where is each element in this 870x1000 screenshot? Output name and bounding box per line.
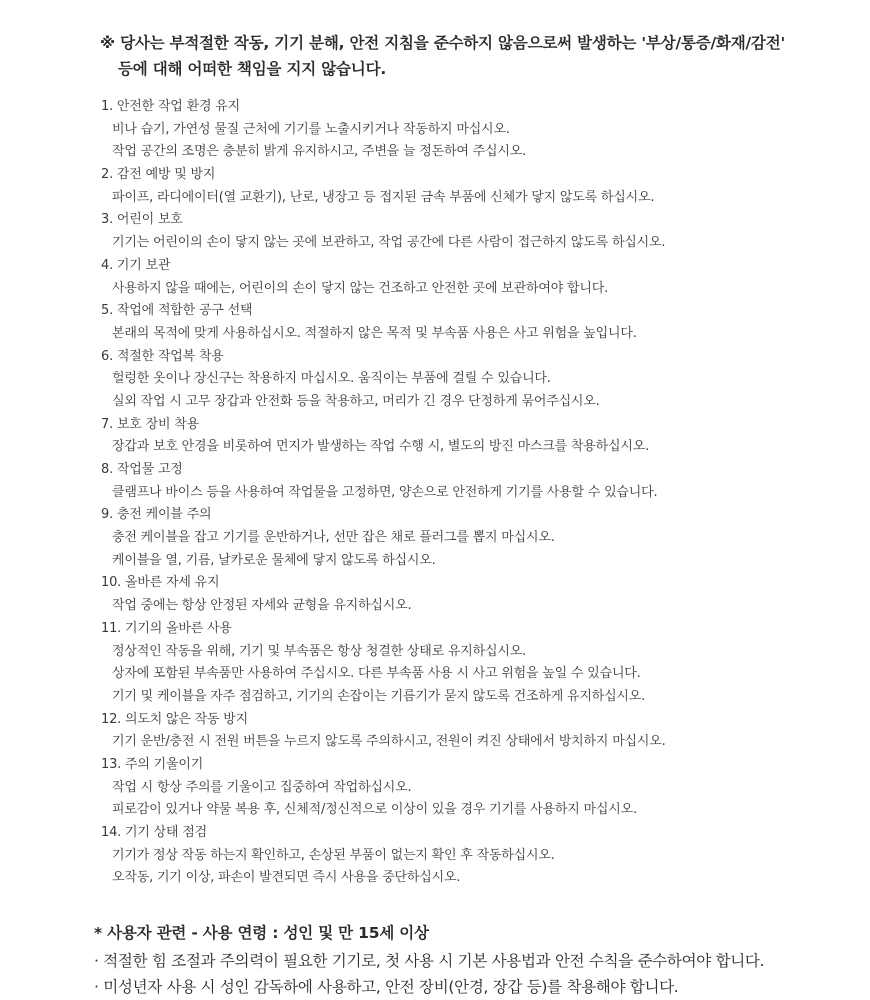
list-item-description: 작업 시 항상 주의를 기울이고 집중하여 작업하십시오. bbox=[112, 779, 412, 795]
list-item-title: 6. 적절한 작업복 착용 bbox=[101, 348, 224, 364]
user-section bbox=[94, 920, 854, 1000]
list-item-description: 헐렁한 옷이나 장신구는 착용하지 마십시오. 움직이는 부품에 걸릴 수 있습니다. bbox=[112, 371, 551, 387]
disclaimer-line1: ※ 당사는 부적절한 작동, 기기 분해, 안전 지침을 준수하지 않음으로써 발생하는 '부상/통증/화재/감전' bbox=[100, 34, 786, 52]
user-bullet: · 미성년자 사용 시 성인 감독하에 사용하고, 안전 장비(안경, 장갑 등)를 착용해야 합니다. bbox=[94, 978, 679, 996]
list-item-description: 상자에 포함된 부속품만 사용하여 주십시오. 다른 부속품 사용 시 사고 위험을 높일 수 있습니다. bbox=[112, 666, 641, 682]
list-item-description: 본래의 목적에 맞게 사용하십시오. 적절하지 않은 목적 및 부속품 사용은 사고 위험을 높입니다. bbox=[112, 325, 637, 341]
list-item-description: 기기는 어린이의 손이 닿지 않는 곳에 보관하고, 작업 공간에 다른 사람이 접근하지 않도록 하십시오. bbox=[112, 235, 666, 251]
list-item-description: 기기 운반/충전 시 전원 버튼을 누르지 않도록 주의하시고, 전원이 켜진 상태에서 방치하지 마십시오. bbox=[112, 734, 666, 750]
list-item-description: 장갑과 보호 안경을 비롯하여 먼지가 발생하는 작업 수행 시, 별도의 방진 마스크를 착용하십시오. bbox=[112, 439, 650, 455]
list-item-title: 12. 의도치 않은 작동 방지 bbox=[101, 711, 249, 727]
list-item-description: 파이프, 라디에이터(열 교환기), 난로, 냉장고 등 접지된 금속 부품에 신체가 닿지 않도록 하십시오. bbox=[112, 189, 655, 205]
list-item-title: 10. 올바른 자세 유지 bbox=[101, 575, 220, 591]
disclaimer bbox=[100, 30, 800, 82]
list-item-title: 13. 주의 기울이기 bbox=[101, 756, 204, 772]
list-item-title: 7. 보호 장비 착용 bbox=[101, 416, 199, 432]
disclaimer-line2: 등에 대해 어떠한 책임을 지지 않습니다. bbox=[118, 60, 387, 78]
list-item-description: 기기 및 케이블을 자주 점검하고, 기기의 손잡이는 기름기가 묻지 않도록 건조하게 유지하십시오. bbox=[112, 688, 646, 704]
list-item-title: 8. 작업물 고정 bbox=[101, 462, 183, 477]
user-bullet: · 적절한 힘 조절과 주의력이 필요한 기기로, 첫 사용 시 기본 사용법과 안전 수칙을 준수하여야 합니다. bbox=[94, 952, 765, 970]
list-item-description: 충전 케이블을 잡고 기기를 운반하거나, 선만 잡은 채로 플러그를 뽑지 마십시오. bbox=[112, 530, 555, 546]
list-item-description: 기기가 정상 작동 하는지 확인하고, 손상된 부품이 없는지 확인 후 작동하십시오. bbox=[112, 847, 555, 863]
list-item-title: 11. 기기의 올바른 사용 bbox=[101, 620, 232, 636]
list-item-title: 9. 충전 케이블 주의 bbox=[101, 507, 212, 523]
safety-list bbox=[101, 96, 821, 890]
list-item-description: 작업 중에는 항상 안정된 자세와 균형을 유지하십시오. bbox=[112, 598, 412, 614]
list-item-description: 비나 습기, 가연성 물질 근처에 기기를 노출시키거나 작동하지 마십시오. bbox=[112, 121, 510, 137]
list-item-description: 정상적인 작동을 위해, 기기 및 부속품은 항상 청결한 상태로 유지하십시오. bbox=[112, 643, 526, 659]
list-item-title: 2. 감전 예방 및 방지 bbox=[101, 167, 216, 183]
list-item-title: 5. 작업에 적합한 공구 선택 bbox=[101, 303, 253, 319]
list-item-description: 작업 공간의 조명은 충분히 밝게 유지하시고, 주변을 늘 정돈하여 주십시오. bbox=[112, 144, 526, 160]
list-item-description: 피로감이 있거나 약물 복용 후, 신체적/정신적으로 이상이 있을 경우 기기를 사용하지 마십시오. bbox=[112, 802, 637, 818]
list-item-description: 사용하지 않을 때에는, 어린이의 손이 닿지 않는 건조하고 안전한 곳에 보관하여야 합니다. bbox=[112, 280, 609, 296]
list-item-title: 1. 안전한 작업 환경 유지 bbox=[101, 99, 240, 114]
user-section-heading: * 사용자 관련 - 사용 연령 : 성인 및 만 15세 이상 bbox=[94, 924, 429, 942]
list-item-title: 14. 기기 상태 점검 bbox=[101, 825, 208, 840]
list-item-title: 3. 어린이 보호 bbox=[101, 212, 183, 228]
list-item-title: 4. 기기 보관 bbox=[101, 257, 171, 273]
list-item-description: 클램프나 바이스 등을 사용하여 작업물을 고정하면, 양손으로 안전하게 기기를 사용할 수 있습니다. bbox=[112, 484, 658, 500]
list-item-description: 실외 작업 시 고무 장갑과 안전화 등을 착용하고, 머리가 긴 경우 단정하게 묶어주십시오. bbox=[112, 393, 600, 409]
list-item-description: 케이블을 열, 기름, 날카로운 물체에 닿지 않도록 하십시오. bbox=[112, 552, 436, 568]
list-item-description: 오작동, 기기 이상, 파손이 발견되면 즉시 사용을 중단하십시오. bbox=[112, 870, 461, 886]
